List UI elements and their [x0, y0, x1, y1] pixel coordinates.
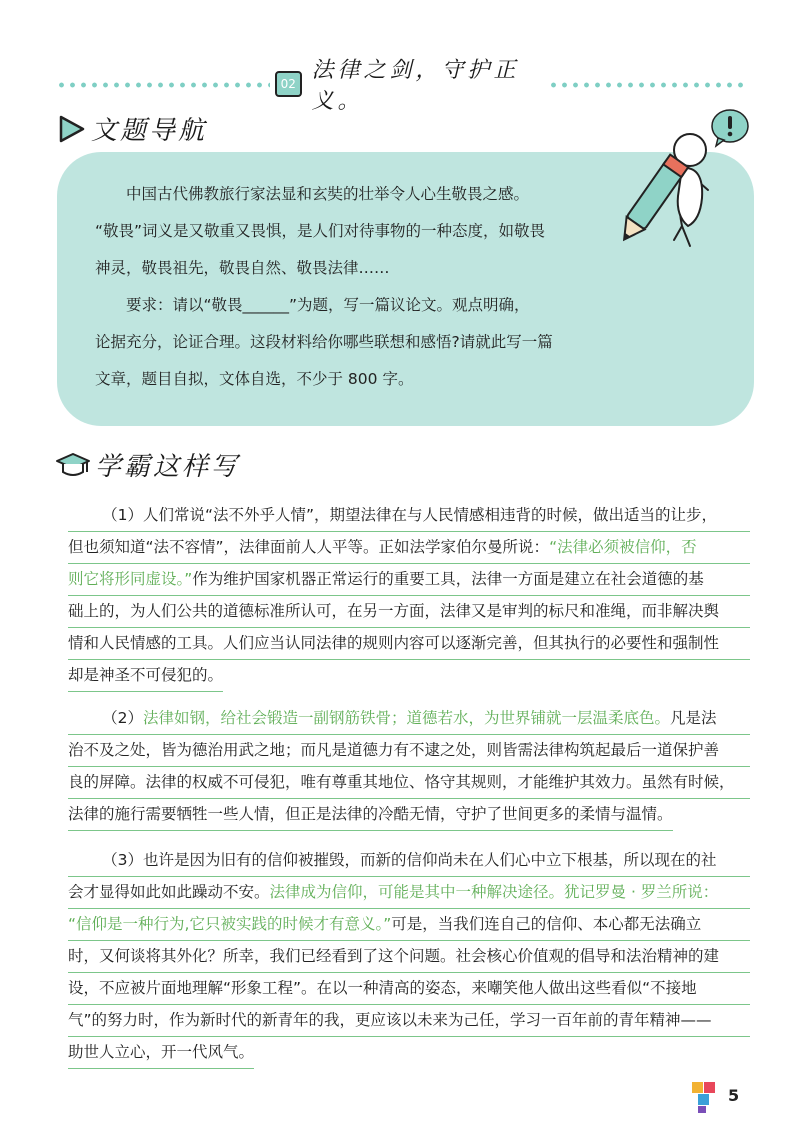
essay-text: 会才显得如此如此躁动不安。	[68, 883, 270, 901]
section-header-topic	[57, 110, 207, 147]
exclamation-bubble-icon	[712, 110, 748, 146]
quote-text: “信仰是一种行为,它只被实践的时候才有意义。”	[68, 915, 392, 933]
chapter-title: 法律之剑，守护正义。	[311, 58, 520, 114]
quote-text: 则它将形同虚设。”	[68, 570, 193, 588]
page-number: 5	[728, 1086, 740, 1105]
header-dots-right	[548, 82, 748, 88]
essay-text: 良的屏障。法律的权威不可侵犯，唯有尊重其地位、恪守其规则，才能维护其效力。虽然有时候，	[68, 773, 735, 791]
essay-line	[68, 564, 750, 596]
essay-text: 法律的施行需要牺牲一些人情，但正是法律的冷酷无情，守护了世间更多的柔情与温情。	[68, 805, 673, 823]
essay-text: （3）也许是因为旧有的信仰被摧毁，而新的信仰尚未在人们心中立下根基，所以现在的社	[102, 851, 717, 869]
section-header-sample	[55, 446, 240, 483]
essay-line	[68, 767, 750, 799]
essay-line	[68, 735, 750, 767]
section-title: 学霸这样写	[95, 452, 241, 482]
essay-line	[68, 845, 750, 877]
essay-text: 凡是法	[669, 709, 717, 727]
essay-text: 础上的，为人们公共的道德标准所认可，在另一方面，法律又是审判的标尺和准绳，而非解决舆	[68, 602, 720, 620]
essay-text: 可是，当我们连自己的信仰、本心都无法确立	[391, 915, 702, 933]
essay-line	[68, 973, 750, 1005]
prompt-line: 论据充分，论证合理。这段材料给你哪些联想和感悟?请就此写一篇	[95, 333, 553, 351]
essay-line	[68, 703, 750, 735]
chapter-banner	[275, 58, 537, 114]
essay-text: 气”的努力时，作为新时代的新青年的我，更应该以未来为己任，学习一百年前的青年精神——	[68, 1011, 712, 1029]
prompt-line: 神灵，敬畏祖先，敬畏自然、敬畏法律……	[95, 259, 390, 277]
essay-text: 情和人民情感的工具。人们应当认同法律的规则内容可以逐渐完善，但其执行的必要性和强制性	[68, 634, 720, 652]
quote-text: 法律成为信仰，可能是其中一种解决途径。犹记罗曼 · 罗兰所说：	[269, 883, 719, 901]
essay-line	[68, 1005, 750, 1037]
essay-line	[68, 799, 673, 831]
puzzle-logo-icon	[690, 1080, 720, 1114]
essay-text: 却是神圣不可侵犯的。	[68, 666, 224, 684]
essay-line	[68, 500, 750, 532]
essay-paragraph-1	[68, 500, 750, 692]
essay-line	[68, 1037, 254, 1069]
play-icon	[57, 114, 87, 144]
essay-text: 时，又何谈将其外化？所幸，我们已经看到了这个问题。社会核心价值观的倡导和法治精神的建	[68, 947, 720, 965]
chapter-number: 02	[275, 71, 302, 97]
essay-text: 治不及之处，皆为德治用武之地；而凡是道德力有不逮之处，则皆需法律构筑起最后一道保护善	[68, 741, 720, 759]
graduation-cap-icon	[55, 450, 91, 480]
pencil-character-illustration	[612, 108, 762, 258]
essay-text: （1）人们常说“法不外乎人情”，期望法律在与人民情感相违背的时候，做出适当的让步，	[102, 506, 718, 524]
quote-text: 法律如钢，给社会锻造一副钢筋铁骨；道德若水，为世界铺就一层温柔底色。	[142, 709, 670, 727]
essay-line	[68, 532, 750, 564]
section-title: 文题导航	[91, 116, 208, 146]
essay-text: （2）	[102, 709, 143, 727]
prompt-text	[95, 176, 615, 398]
prompt-line: 文章，题目自拟，文体自选，不少于 800 字。	[95, 370, 414, 388]
header-dots-left	[56, 82, 270, 88]
essay-line	[68, 941, 750, 973]
prompt-line: “敬畏”词义是又敬重又畏惧，是人们对待事物的一种态度，如敬畏	[95, 222, 546, 240]
essay-line	[68, 877, 750, 909]
essay-line	[68, 596, 750, 628]
essay-paragraph-3	[68, 845, 750, 1069]
essay-line	[68, 909, 750, 941]
prompt-line: 中国古代佛教旅行家法显和玄奘的壮举令人心生敬畏之感。	[126, 185, 530, 203]
essay-text: 设，不应被片面地理解“形象工程”。在以一种清高的姿态，来嘲笑他人做出这些看似“不接地	[68, 979, 697, 997]
essay-paragraph-2	[68, 703, 750, 831]
essay-text: 但也须知道“法不容情”，法律面前人人平等。正如法学家伯尔曼所说：	[68, 538, 550, 556]
essay-line	[68, 660, 223, 692]
quote-text: “法律必须被信仰，否	[549, 538, 697, 556]
essay-text: 作为维护国家机器正常运行的重要工具，法律一方面是建立在社会道德的基	[192, 570, 704, 588]
essay-text: 助世人立心，开一代风气。	[68, 1043, 255, 1061]
prompt-line: 要求：请以“敬畏______”为题，写一篇议论文。观点明确，	[126, 296, 530, 314]
essay-line	[68, 628, 750, 660]
